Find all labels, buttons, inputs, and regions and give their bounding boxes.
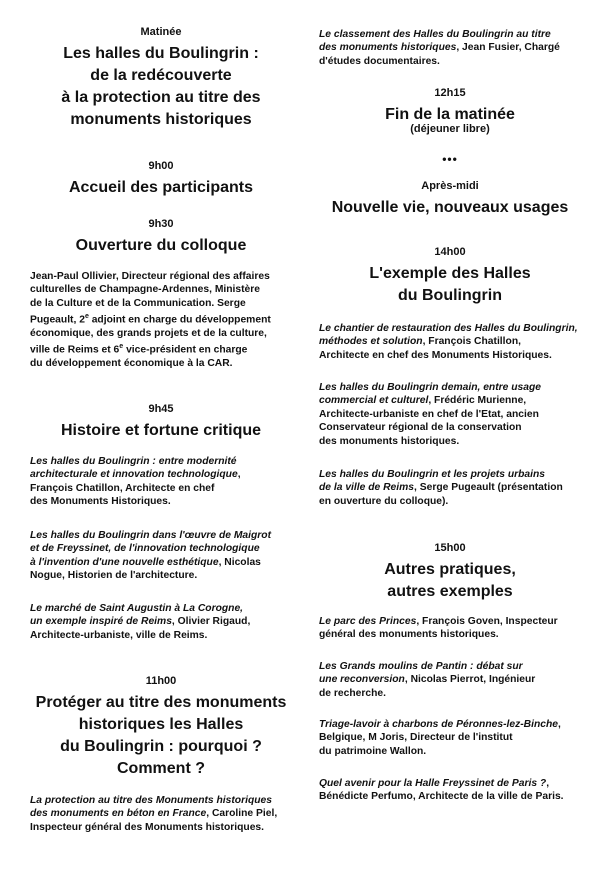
session-title: Fin de la matinée: [385, 106, 515, 123]
speaker-line: Belgique, M Joris, Directeur de l'institut: [319, 732, 513, 744]
talk-title: Les halles du Boulingrin dans l'œuvre de Maigrot: [30, 530, 272, 541]
talk-entry: [30, 529, 292, 583]
talk-title: Quel avenir pour la Halle Freyssinet de Paris ?: [319, 778, 547, 789]
session-title: Accueil des participants: [68, 179, 254, 196]
talk-title: méthodes et solution: [319, 336, 423, 348]
text-line: [319, 777, 581, 790]
text-line: [319, 28, 581, 41]
text-line: [319, 335, 581, 348]
text-fragment: vice-président en charge: [123, 344, 248, 356]
morning-header: [30, 26, 292, 131]
talk-title: une reconversion: [319, 674, 405, 686]
morning-title-line: de la redécouverte: [90, 67, 232, 84]
speaker-line: du patrimoine Wallon.: [319, 745, 427, 757]
text-line: [319, 381, 581, 394]
talk-title: Triage-lavoir à charbons de Péronnes-lez-Binche: [319, 719, 558, 730]
talk-entry: [319, 468, 581, 508]
text-fragment: , Nicolas: [218, 556, 261, 568]
talk-title: Le parc des Princes: [319, 616, 417, 627]
text-line: du développement économique à la CAR.: [30, 358, 233, 370]
talk-title: à l'invention d'une nouvelle esthétique: [30, 556, 219, 568]
text-line: économique, des grands projets et de la culture,: [30, 328, 267, 340]
talk-title: Les halles du Boulingrin demain, entre usage: [319, 382, 542, 393]
talk-entry: [319, 777, 581, 804]
text-line: [30, 602, 292, 615]
text-fragment: Pugeault, 2: [30, 314, 85, 326]
opening-speakers: [30, 270, 292, 371]
session-9h30: [30, 218, 292, 257]
speaker-line: d'études documentaires.: [319, 55, 440, 67]
text-line: [319, 394, 581, 407]
session-title-line: Protéger au titre des monuments: [35, 694, 287, 711]
text-fragment: , François Goven, Inspecteur: [416, 616, 558, 627]
text-line: [319, 718, 581, 731]
session-title: Ouverture du colloque: [75, 237, 247, 254]
text-line: culturelles de Champagne-Ardennes, Ministère: [30, 284, 261, 296]
talk-title: Les Grands moulins de Pantin : débat sur: [319, 661, 523, 672]
text-line: [30, 340, 292, 357]
session-9h00: [30, 160, 292, 199]
text-fragment: ,: [237, 469, 241, 481]
speaker-line: des monuments historiques.: [319, 435, 460, 447]
morning-title-line: monuments historiques: [70, 111, 252, 128]
text-fragment: adjoint en charge du développement: [88, 314, 271, 326]
session-9h45: [30, 403, 292, 442]
text-fragment: ville de Reims et 6: [30, 344, 120, 356]
talk-entry: [319, 381, 581, 448]
talk-entry: [30, 455, 292, 509]
speaker-line: Inspecteur général des Monuments historiques.: [30, 821, 265, 833]
talk-title: architecturale et innovation technologique: [30, 469, 238, 481]
text-line: [319, 615, 581, 628]
text-line: [30, 556, 292, 569]
talk-entry: [319, 660, 581, 700]
session-14h00: [319, 246, 581, 307]
text-line: [30, 468, 292, 481]
session-title: [319, 263, 581, 307]
talk-title: Les halles du Boulingrin : entre modernité: [30, 456, 237, 467]
speaker-line: Nogue, Historien de l'architecture.: [30, 570, 198, 582]
afternoon-header: [319, 180, 581, 219]
session-title: [30, 692, 292, 780]
speaker-line: Architecte-urbaniste en chef de l'Etat, ancien: [319, 408, 539, 420]
talk-entry: [319, 28, 581, 68]
session-title-line: Autres pratiques,: [384, 561, 516, 578]
text-line: [30, 310, 292, 327]
text-line: [319, 481, 581, 494]
morning-title-line: à la protection au titre des: [61, 89, 261, 106]
afternoon-label: Après-midi: [421, 180, 479, 192]
text-line: Jean-Paul Ollivier, Directeur régional des affaires: [30, 271, 270, 282]
afternoon-title: Nouvelle vie, nouveaux usages: [331, 199, 569, 216]
session-title-line: du Boulingrin : pourquoi ?: [60, 738, 262, 755]
text-fragment: , François Chatillon,: [422, 336, 521, 348]
session-time: 9h00: [148, 160, 174, 172]
talk-entry: [30, 794, 292, 834]
session-title-line: du Boulingrin: [398, 287, 502, 304]
session-time: 14h00: [434, 246, 466, 258]
superscript: e: [119, 343, 124, 351]
text-line: [30, 615, 292, 628]
text-fragment: , Nicolas Pierrot, Ingénieur: [404, 674, 536, 686]
text-line: [319, 673, 581, 686]
talk-title: Les halles du Boulingrin et les projets urbains: [319, 469, 546, 480]
speaker-line: des Monuments Historiques.: [30, 496, 171, 508]
talk-title: Le classement des Halles du Boulingrin au titre: [319, 29, 551, 40]
text-fragment: ,: [546, 778, 550, 789]
session-title-line: autres exemples: [387, 583, 513, 600]
talk-title: commercial et culturel: [319, 395, 429, 407]
superscript: e: [84, 313, 89, 321]
section-separator: •••: [442, 152, 458, 166]
session-title: [319, 559, 581, 603]
speaker-line: général des monuments historiques.: [319, 629, 499, 641]
talk-title: des monuments en béton en France: [30, 808, 207, 820]
morning-title: [30, 43, 292, 131]
speaker-line: Conservateur régional de la conservation: [319, 422, 522, 434]
talk-title: Le chantier de restauration des Halles du Boulingrin,: [319, 323, 578, 334]
session-subtitle: (déjeuner libre): [410, 123, 490, 135]
morning-title-line: Les halles du Boulingrin :: [63, 45, 259, 62]
morning-label: Matinée: [140, 26, 182, 38]
text-line: [30, 529, 292, 542]
session-title-line: Comment ?: [117, 760, 205, 777]
text-line: [319, 660, 581, 673]
text-fragment: ,: [558, 719, 561, 730]
talk-title: et de Freyssinet, de l'innovation technologique: [30, 543, 260, 555]
session-12h15: [319, 87, 581, 136]
speaker-line: François Chatillon, Architecte en chef: [30, 482, 215, 494]
text-line: [319, 41, 581, 54]
session-time: 9h45: [148, 403, 174, 415]
talk-title: un exemple inspiré de Reims: [30, 616, 172, 628]
talk-title: Le marché de Saint Augustin à La Corogne,: [30, 603, 244, 614]
session-time: 15h00: [434, 542, 466, 554]
text-line: [30, 542, 292, 555]
text-fragment: , Caroline Piel,: [206, 808, 278, 820]
text-fragment: , Olivier Rigaud,: [171, 616, 251, 628]
text-line: [319, 322, 581, 335]
text-fragment: , Serge Pugeault (présentation: [414, 482, 563, 494]
session-time: 9h30: [148, 218, 174, 230]
talk-entry: [319, 615, 581, 642]
talk-entry: [319, 718, 581, 758]
talk-entry: [319, 322, 581, 362]
speaker-line: de recherche.: [319, 687, 386, 699]
session-title-line: L'exemple des Halles: [369, 265, 531, 282]
text-line: [319, 468, 581, 481]
text-line: [30, 807, 292, 820]
text-line: de la Culture et de la Communication. Serge: [30, 297, 246, 309]
talk-title: de la ville de Reims: [319, 482, 415, 494]
session-time: 11h00: [145, 675, 177, 687]
text-line: [30, 794, 292, 807]
talk-title: des monuments historiques: [319, 42, 457, 54]
text-line: [30, 455, 292, 468]
talk-entry: [30, 602, 292, 642]
speaker-line: en ouverture du colloque).: [319, 495, 449, 507]
speaker-line: Architecte-urbaniste, ville de Reims.: [30, 629, 208, 641]
text-fragment: , Frédéric Murienne,: [428, 395, 527, 407]
speaker-line: Architecte en chef des Monuments Historiques.: [319, 349, 552, 361]
session-15h00: [319, 542, 581, 603]
session-time: 12h15: [434, 87, 466, 99]
text-fragment: , Jean Fusier, Chargé: [456, 42, 560, 54]
session-title-line: historiques les Halles: [78, 716, 244, 733]
talk-title: La protection au titre des Monuments historiques: [30, 795, 273, 806]
session-11h00: [30, 675, 292, 780]
speaker-line: Bénédicte Perfumo, Architecte de la ville de Paris.: [319, 791, 564, 803]
session-title: Histoire et fortune critique: [60, 422, 262, 439]
